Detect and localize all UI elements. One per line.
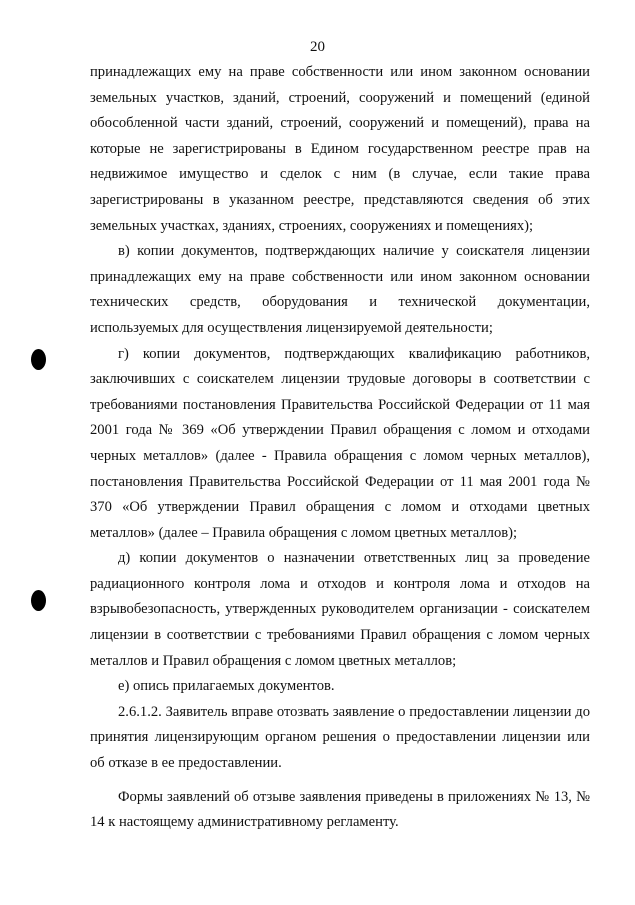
paragraph-land-plots: принадлежащих ему на праве собственности или ином законном основании земельных участков, зданий, строений, сооружений и помещений (единой обособленной части зданий, строений, сооружений и помещений), права на которые не зарегистрированы в Едином государственном реестре прав на недвижимое имущество и сделок с ним (в случае, если такие права зарегистрированы в указанном реестре, представляются сведения об этих земельных участках, зданиях, строениях, сооружениях и помещениях); <box>90 64 590 234</box>
paragraph-2-6-1-2: 2.6.1.2. Заявитель вправе отозвать заявление о предоставлении лицензии до принятия лицензирующим органом решения о предоставлении лицензии или об отказе в ее предоставлении. <box>90 703 590 772</box>
paragraph-item-g: г) копии документов, подтверждающих квалификацию работников, заключивших с соискателем лицензии трудовые договоры в соответствии с требованиями постановления Правительства Российской Федерации от 11 мая 2001 года № 369 «Об утверждении Правил обращения с ломом и отходами черных металлов» (далее - Правила обращения с ломом черных металлов), постановления Правительства Российской Федерации от 11 мая 2001 года № 370 «Об утверждении Правил обращения с ломом и отходами цветных металлов» (далее – Правила обращения с ломом цветных металлов); <box>90 345 590 541</box>
hole-punch-mark <box>31 349 46 370</box>
page-number: 20 <box>310 39 325 55</box>
paragraph-item-d: д) копии документов о назначении ответственных лиц за проведение радиационного контроля лома и отходов и контроля лома и отходов на взрывобезопасность, утвержденных руководителем организации - соискателем лицензии в соответствии с требованиями Правил обращения с ломом черных металлов и Правил обращения с ломом цветных металлов; <box>90 550 590 669</box>
paragraph-item-v: в) копии документов, подтверждающих наличие у соискателя лицензии принадлежащих ему на праве собственности или ином законном основании технических средств, оборудования и технической документации, используемых для осуществления лицензируемой деятельности; <box>90 243 590 336</box>
paragraph-forms: Формы заявлений об отзыве заявления приведены в приложениях № 13, № 14 к настоящему административному регламенту. <box>90 788 590 831</box>
paragraph-item-e: е) опись прилагаемых документов. <box>118 678 335 695</box>
document-body <box>90 60 590 836</box>
hole-punch-mark <box>31 590 46 611</box>
